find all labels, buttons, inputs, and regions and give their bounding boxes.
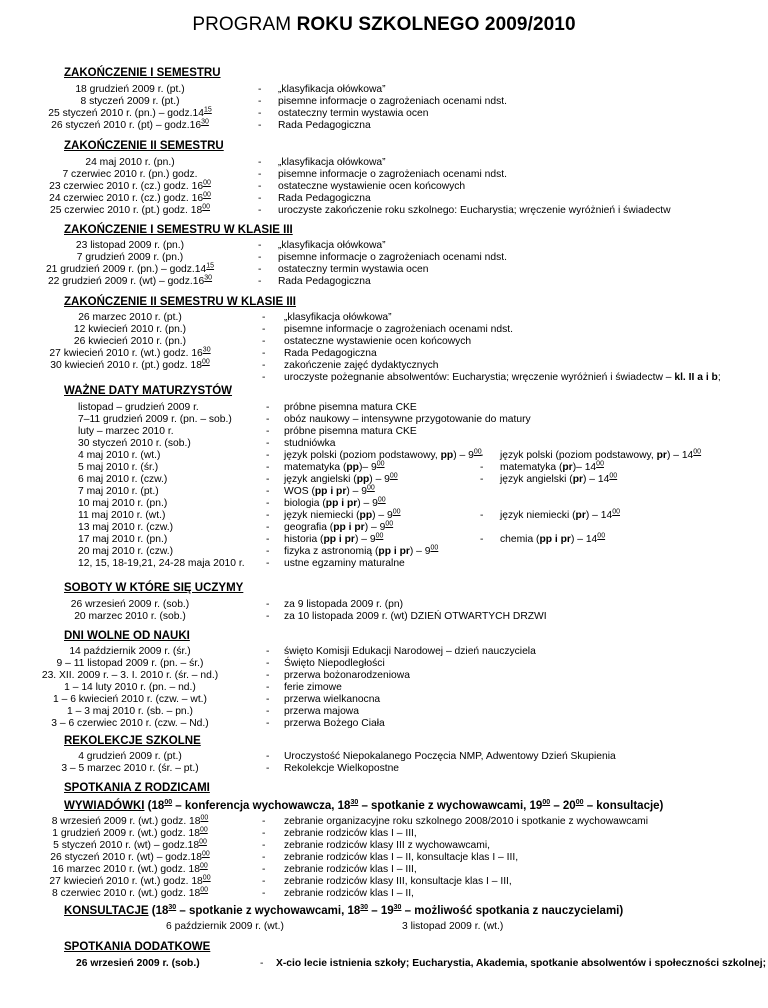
superscript-minutes: 00 <box>375 532 384 540</box>
row-description: pisemne informacje o zagrożeniach ocenami ndst. <box>278 252 507 263</box>
row-description: zebranie rodziców klas I – III, <box>284 864 417 875</box>
superscript-minutes: 00 <box>203 179 211 187</box>
bullet-dash: - <box>258 157 262 168</box>
row-extended-exam: język angielski $(pr) - 14^{00}$ <box>500 472 618 485</box>
bullet-dash: - <box>266 402 270 413</box>
row-date: 20 maj 2010 r. (czw.) <box>78 546 173 557</box>
row-description: za 10 listopada 2009 r. (wt) DZIEŃ OTWARTYCH DRZWI <box>284 611 547 622</box>
row-date: 25 czerwiec 2010 r. (pt.) godz. $18^{00}$ <box>49 203 211 216</box>
row-date: 14 październik 2009 r. (śr.) <box>69 646 191 657</box>
section-heading: SOBOTY W KTÓRE SIĘ UCZYMY <box>64 582 244 594</box>
bullet-dash: - <box>262 816 266 827</box>
row-description: „klasyfikacja ołówkowa” <box>278 84 386 95</box>
section-heading: KONSULTACJE ($18^{30}$ – spotkanie z wychowawcami, $18^{30} - 19^{30}$ – możliwość spotkania z nauczycielami) <box>64 904 624 917</box>
row-date: 24 czerwiec 2010 r. (cz.) godz. $16^{00}$ <box>49 191 211 204</box>
row-description: próbne pisemna matura CKE <box>284 402 417 413</box>
row-date: 9 – 11 listopad 2009 r. (pn. – śr.) <box>56 658 204 669</box>
superscript-minutes: 15 <box>203 106 212 114</box>
row-date: 20 marzec 2010 r. (sob.) <box>74 611 186 622</box>
row-description: Święto Niepodległości <box>284 658 385 669</box>
row-date: 7–11 grudzień 2009 r. (pn. – sob.) <box>78 414 232 425</box>
bullet-dash: - <box>266 694 270 705</box>
heading-label: KONSULTACJE <box>64 905 149 917</box>
bullet-dash: - <box>480 462 484 473</box>
row-description: ferie zimowe <box>284 682 342 693</box>
row-description: ustne egzaminy maturalne <box>284 558 405 569</box>
row-description: pisemne informacje o zagrożeniach ocenami ndst. <box>284 324 513 335</box>
row-date: 12, 15, 18-19,21, 24-28 maja 2010 r. <box>78 558 245 569</box>
row-description: biologia (pp i $pr) - 9^{00}$ <box>284 496 386 509</box>
row-description: Rekolekcje Wielkopostne <box>284 763 400 774</box>
bullet-dash: - <box>266 670 270 681</box>
bullet-dash: - <box>266 658 270 669</box>
bullet-dash: - <box>266 426 270 437</box>
superscript-minutes: 00 <box>693 448 702 456</box>
superscript-minutes: 00 <box>389 472 398 480</box>
superscript-minutes: 00 <box>202 874 211 882</box>
row-date: 7 maj 2010 r. (pt.) <box>78 486 159 497</box>
bullet-dash: - <box>266 706 270 717</box>
row-extended-exam: język polski (poziom podstawowy, $pr) - 14^{00}$ <box>500 448 702 461</box>
superscript-minutes: 00 <box>385 520 394 528</box>
row-description: zebranie organizacyjne roku szkolnego 2008/2010 i spotkanie z wychowawcami <box>284 816 649 827</box>
row-description: „klasyfikacja ołówkowa” <box>278 240 386 251</box>
superscript-minutes: 00 <box>199 826 208 834</box>
row-description: ostateczne wystawienie ocen końcowych <box>278 181 466 192</box>
superscript-minutes: 30 <box>204 274 213 282</box>
row-date: 18 grudzień 2009 r. (pt.) <box>75 84 185 95</box>
consultation-date: 3 listopad 2009 r. (wt.) <box>402 921 504 932</box>
class-label: kl. II a i b <box>674 372 718 383</box>
superscript-minutes: 00 <box>575 799 584 807</box>
bullet-dash: - <box>258 169 262 180</box>
row-date: 4 maj 2010 r. (wt.) <box>78 450 161 461</box>
row-date: 22 grudzień 2009 r. $(wt) - godz.16^{30}$ <box>47 274 213 287</box>
bullet-dash: - <box>266 414 270 425</box>
bullet-dash: - <box>266 763 270 774</box>
level-label: pp i pr <box>333 522 365 533</box>
row-date: 26 styczeń 2010 r. $(wt) - godz.18^{00}$ <box>50 850 210 863</box>
row-description: za 9 listopada 2009 r. (pn) <box>284 599 404 610</box>
superscript-minutes: 00 <box>203 191 211 199</box>
row-description: przerwa wielkanocna <box>284 694 381 705</box>
page-title: PROGRAM ROKU SZKOLNEGO 2009/2010 <box>192 14 576 35</box>
level-label: pp i pr <box>323 534 355 545</box>
row-description: zakończenie zajęć dydaktycznych <box>284 360 439 371</box>
bullet-dash: - <box>266 474 270 485</box>
superscript-minutes: 00 <box>430 544 439 552</box>
bullet-dash: - <box>258 276 262 287</box>
row-date: 7 grudzień 2009 r. (pn.) <box>76 252 184 263</box>
row-description: geografia (pp i $pr) - 9^{00}$ <box>284 520 394 533</box>
row-description: przerwa majowa <box>284 706 359 717</box>
row-date: 6 maj 2010 r. (czw.) <box>78 474 168 485</box>
superscript-minutes: 30 <box>202 346 211 354</box>
row-description: ostateczny termin wystawia ocen <box>278 108 429 119</box>
row-description: historia (pp i $pr) - 9^{00}$ <box>284 532 384 545</box>
superscript-minutes: 00 <box>200 814 209 822</box>
row-description: język polski (poziom podstawowy, $pp) - 9^{00}$ <box>284 448 482 461</box>
bullet-dash: - <box>258 84 262 95</box>
row-extended-exam: język niemiecki $(pr) - 14^{00}$ <box>500 508 620 521</box>
row-description: Rada Pedagogiczna <box>284 348 377 359</box>
bullet-dash: - <box>266 751 270 762</box>
bullet-dash: - <box>266 486 270 497</box>
bullet-dash: - <box>266 510 270 521</box>
level-label: pr <box>656 450 667 461</box>
row-date: 4 grudzień 2009 r. (pt.) <box>78 751 182 762</box>
bullet-dash: - <box>266 611 270 622</box>
bullet-dash: - <box>480 474 484 485</box>
row-date: 8 styczeń 2009 r. (pt.) <box>80 96 180 107</box>
superscript-minutes: 00 <box>609 472 618 480</box>
row-date: 8 wrzesień 2009 r. (wt.) godz. $18^{00}$ <box>51 814 209 827</box>
superscript-minutes: 00 <box>199 838 207 846</box>
row-description: fizyka z astronomią (pp i $pr) - 9^{00}$ <box>284 544 439 557</box>
row-description: zebranie rodziców klas I – II, konsultacje klas I – III, <box>284 852 519 863</box>
row-description: matematyka (pp)– $9^{00}$ <box>284 460 385 473</box>
bullet-dash: - <box>262 876 266 887</box>
row-date: 5 styczeń 2010 r. $(wt) - godz.18^{00}$ <box>53 838 207 851</box>
row-date: 8 czerwiec 2010 r. (wt.) godz. $18^{00}$ <box>51 886 209 899</box>
row-date: listopad – grudzień 2009 r. <box>78 402 199 413</box>
row-date: 12 kwiecień 2010 r. (pn.) <box>73 324 187 335</box>
row-date: 1 – 6 kwiecień 2010 r. (czw. – wt.) <box>53 694 207 705</box>
row-description: język niemiecki $(pp) - 9^{00}$ <box>284 508 401 521</box>
row-description: pisemne informacje o zagrożeniach ocenami ndst. <box>278 169 507 180</box>
row-date: 23. XII. 2009 r. – 3. I. 2010 r. (śr. – nd.) <box>41 670 219 681</box>
bullet-dash: - <box>262 888 266 899</box>
bullet-dash: - <box>258 181 262 192</box>
row-description: „klasyfikacja ołówkowa” <box>278 157 386 168</box>
bullet-dash: - <box>266 498 270 509</box>
row-date: 1 grudzień 2009 r. (wt.) godz. $18^{00}$ <box>52 826 208 839</box>
row-date: 7 czerwiec 2010 r. (pn.) godz. <box>62 169 198 180</box>
level-label: pp i pr <box>539 534 571 545</box>
section-heading: ZAKOŃCZENIE I SEMESTRU W KLASIE III <box>64 224 293 236</box>
row-description: Rada Pedagogiczna <box>278 120 371 131</box>
superscript-minutes: 00 <box>376 460 385 468</box>
row-description: WOS (pp i $pr) - 9^{00}$ <box>284 484 375 497</box>
bullet-dash: - <box>262 336 266 347</box>
bullet-dash: - <box>258 252 262 263</box>
row-date: 3 – 6 czerwiec 2010 r. (czw. – Nd.) <box>51 718 209 729</box>
row-date: 11 maj 2010 r. (wt.) <box>78 510 166 521</box>
bullet-dash: - <box>266 522 270 533</box>
section-heading: SPOTKANIA Z RODZICAMI <box>64 782 210 794</box>
row-description: zebranie rodziców klasy III z wychowawcami, <box>284 840 491 851</box>
row-date: 30 styczeń 2010 r. (sob.) <box>78 438 191 449</box>
row-date: 26 kwiecień 2010 r. (pn.) <box>73 336 187 347</box>
row-description: Rada Pedagogiczna <box>278 276 371 287</box>
superscript-minutes: 30 <box>393 904 402 912</box>
superscript-minutes: 00 <box>202 203 211 211</box>
section-heading: SPOTKANIA DODATKOWE <box>64 941 211 953</box>
row-extended-exam: matematyka (pr)– $14^{00}$ <box>500 460 604 473</box>
heading-label: WYWIADÓWKI <box>64 800 145 812</box>
section-heading: DNI WOLNE OD NAUKI <box>64 630 190 642</box>
section-heading: ZAKOŃCZENIE II SEMESTRU W KLASIE III <box>64 296 296 308</box>
row-description: „klasyfikacja ołówkowa” <box>284 312 392 323</box>
bullet-dash: - <box>266 450 270 461</box>
bullet-dash: - <box>260 958 264 969</box>
level-label: pr <box>572 474 583 485</box>
level-label: pp i pr <box>325 498 358 509</box>
row-date: 26 styczeń 2010 r. $(pt) - godz.16^{30}$ <box>51 118 209 131</box>
section-heading: ZAKOŃCZENIE II SEMESTRU <box>64 140 224 152</box>
row-date: 24 maj 2010 r. (pn.) <box>85 157 175 168</box>
bullet-dash: - <box>262 312 266 323</box>
row-date: 27 kwiecień 2010 r. (wt.) godz. $16^{30}$ <box>49 346 211 359</box>
level-label: pr <box>562 462 573 473</box>
superscript-minutes: 00 <box>597 532 606 540</box>
row-date: 26 marzec 2010 r. (pt.) <box>78 312 182 323</box>
superscript-minutes: 00 <box>542 799 551 807</box>
bullet-dash: - <box>266 558 270 569</box>
row-description: pisemne informacje o zagrożeniach ocenami ndst. <box>278 96 507 107</box>
superscript-minutes: 00 <box>612 508 620 516</box>
row-description: przerwa bożonarodzeniowa <box>284 670 410 681</box>
level-label: pp <box>346 462 359 473</box>
row-date: 5 maj 2010 r. (śr.) <box>78 462 159 473</box>
superscript-minutes: 00 <box>199 862 208 870</box>
row-description: ostateczne wystawienie ocen końcowych <box>284 336 472 347</box>
bullet-dash: - <box>266 682 270 693</box>
bullet-dash: - <box>262 348 266 359</box>
level-label: pr <box>575 510 586 521</box>
row-date: 26 wrzesień 2009 r. (sob.) <box>70 599 190 610</box>
bullet-dash: - <box>258 205 262 216</box>
superscript-minutes: 00 <box>201 358 210 366</box>
level-label: pp <box>359 510 373 521</box>
superscript-minutes: 30 <box>360 904 369 912</box>
row-extended-exam: chemia (pp i $pr) - 14^{00}$ <box>500 532 606 545</box>
bullet-dash: - <box>258 193 262 204</box>
bullet-dash: - <box>258 108 262 119</box>
row-date: 10 maj 2010 r. (pn.) <box>78 498 168 509</box>
bullet-dash: - <box>266 438 270 449</box>
row-description: zebranie rodziców klas I – II, <box>284 888 414 899</box>
bullet-dash: - <box>266 546 270 557</box>
bullet-dash: - <box>480 450 484 461</box>
superscript-minutes: 30 <box>201 118 209 126</box>
row-date: 13 maj 2010 r. (czw.) <box>78 522 173 533</box>
superscript-minutes: 00 <box>473 448 482 456</box>
superscript-minutes: 30 <box>168 904 177 912</box>
row-date: luty – marzec 2010 r. <box>78 426 174 437</box>
consultation-date: 6 październik 2009 r. (wt.) <box>166 921 284 932</box>
bullet-dash: - <box>266 462 270 473</box>
superscript-minutes: 00 <box>366 484 375 492</box>
bullet-dash: - <box>266 599 270 610</box>
superscript-minutes: 00 <box>377 496 386 504</box>
bullet-dash: - <box>266 534 270 545</box>
row-date: 26 wrzesień 2009 r. (sob.) <box>76 958 200 969</box>
level-label: pp <box>356 474 370 485</box>
bullet-dash: - <box>262 852 266 863</box>
bullet-dash: - <box>480 510 484 521</box>
section-heading: WYWIADÓWKI ($18^{00}$ – konferencja wychowawcza, $18^{30}$ – spotkanie z wychowawcami, $19^{00} - 20^{00}$ – konsultacje) <box>64 799 664 812</box>
row-description: X-cio lecie istnienia szkoły; Eucharystia, Akademia, spotkanie absolwentów i społeczności szkolnej; <box>276 958 767 969</box>
bullet-dash: - <box>262 840 266 851</box>
row-description: Uroczystość Niepokalanego Poczęcia NMP, Adwentowy Dzień Skupienia <box>284 751 616 762</box>
row-description: zebranie rodziców klasy III, konsultacje klas I – III, <box>284 876 512 887</box>
bullet-dash: - <box>262 864 266 875</box>
level-label: pp <box>440 450 454 461</box>
row-description: obóz naukowy – intensywne przygotowanie do matury <box>284 414 531 425</box>
bullet-dash: - <box>266 646 270 657</box>
bullet-dash: - <box>258 96 262 107</box>
row-description: ostateczny termin wystawia ocen <box>278 264 429 275</box>
row-date: 3 – 5 marzec 2010 r. (śr. – pt.) <box>61 763 199 774</box>
superscript-minutes: 00 <box>201 850 210 858</box>
level-label: pp i pr <box>378 546 410 557</box>
superscript-minutes: 15 <box>206 262 215 270</box>
row-date: 23 listopad 2009 r. (pn.) <box>75 240 185 251</box>
row-description: uroczyste zakończenie roku szkolnego: Eucharystia; wręczenie wyróżnień i świadectw <box>278 205 671 216</box>
section-heading: WAŻNE DATY MATURZYSTÓW <box>64 385 233 397</box>
section-heading: REKOLEKCJE SZKOLNE <box>64 735 201 747</box>
row-date: 21 grudzień 2009 r. $(pn.) - godz.14^{15}$ <box>45 262 215 275</box>
section-heading: ZAKOŃCZENIE I SEMESTRU <box>64 67 221 79</box>
superscript-minutes: 00 <box>200 886 209 894</box>
bullet-dash: - <box>262 828 266 839</box>
bullet-dash: - <box>258 120 262 131</box>
row-date: 25 styczeń 2010 r. $(pn.) - godz.14^{15}$ <box>48 106 212 119</box>
bullet-dash: - <box>258 240 262 251</box>
row-date: 27 kwiecień 2010 r. (wt.) godz. $18^{00}$ <box>49 874 211 887</box>
bullet-dash: - <box>480 534 484 545</box>
row-date: 1 – 14 luty 2010 r. (pn. – nd.) <box>64 682 196 693</box>
bullet-dash: - <box>258 264 262 275</box>
row-date: 1 – 3 maj 2010 r. (sb. – pn.) <box>67 706 193 717</box>
row-description: przerwa Bożego Ciała <box>284 718 385 729</box>
bullet-dash: - <box>266 718 270 729</box>
bullet-dash: - <box>262 324 266 335</box>
superscript-minutes: 00 <box>164 799 173 807</box>
row-description: studniówka <box>284 438 336 449</box>
superscript-minutes: 00 <box>392 508 401 516</box>
row-description: Rada Pedagogiczna <box>278 193 371 204</box>
row-date: 16 marzec 2010 r. (wt.) godz. $18^{00}$ <box>52 862 208 875</box>
superscript-minutes: 00 <box>596 460 604 468</box>
row-description: próbne pisemna matura CKE <box>284 426 417 437</box>
superscript-minutes: 30 <box>350 799 359 807</box>
row-description: święto Komisji Edukacji Narodowej – dzień nauczyciela <box>284 646 536 657</box>
row-date: 17 maj 2010 r. (pn.) <box>78 534 168 545</box>
row-date: 23 czerwiec 2010 r. (cz.) godz. $16^{00}$ <box>49 179 211 192</box>
row-description: język angielski $(pp) - 9^{00}$ <box>284 472 398 485</box>
row-date: 30 kwiecień 2010 r. (pt.) godz. $18^{00}$ <box>50 358 210 371</box>
bullet-dash: - <box>262 372 266 383</box>
level-label: pp i pr <box>314 486 347 497</box>
row-description: zebranie rodziców klas I – III, <box>284 828 417 839</box>
bullet-dash: - <box>262 360 266 371</box>
row-description: uroczyste pożegnanie absolwentów: Eucharystia; wręczenie wyróżnień i świadectw – kl. II a i b; <box>284 372 721 383</box>
